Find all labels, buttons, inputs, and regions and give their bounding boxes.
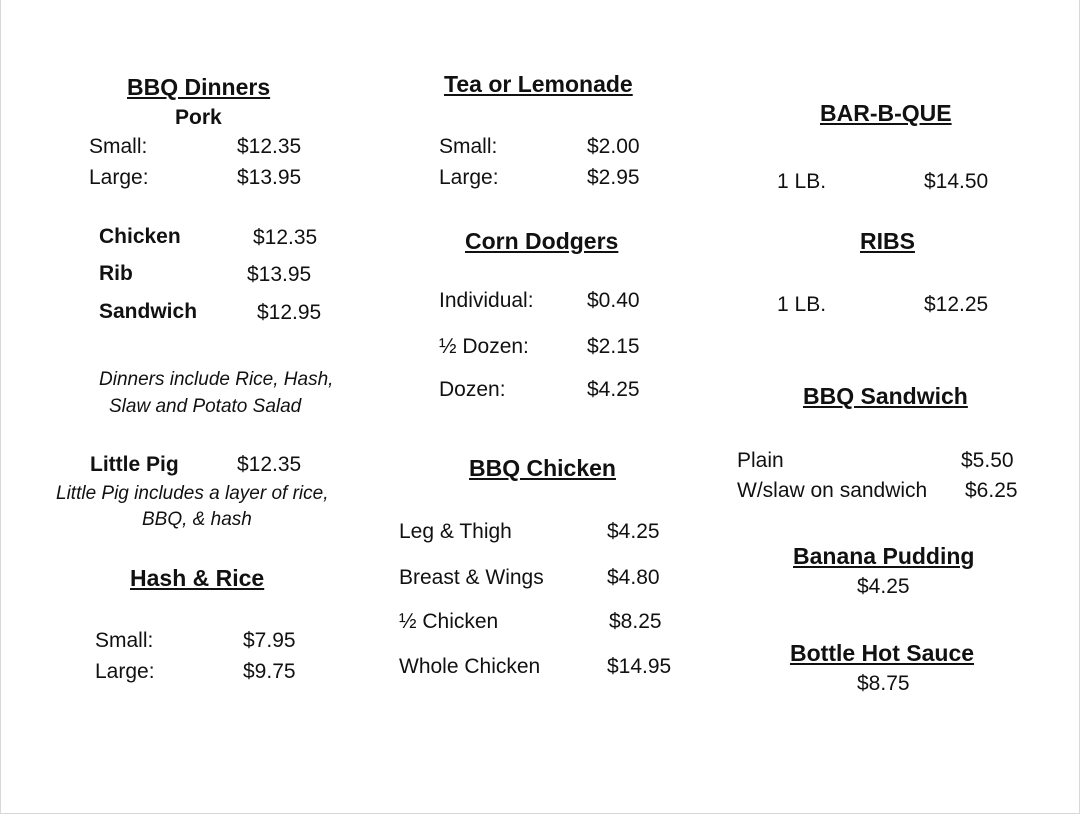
corn-half-dozen-label: ½ Dozen: (439, 335, 529, 358)
pork-large-price: $13.95 (237, 166, 302, 189)
rib-dinner-price: $13.95 (247, 263, 312, 286)
hash-rice-large-label: Large: (95, 660, 155, 683)
corn-individual-price: $0.40 (587, 289, 640, 312)
hash-rice-small-label: Small: (95, 629, 154, 652)
corn-half-dozen-price: $2.15 (587, 335, 640, 358)
sandwich-plain-price: $5.50 (961, 449, 1014, 472)
pork-small-price: $12.35 (237, 135, 302, 158)
pork-subheading: Pork (175, 106, 222, 129)
sandwich-slaw-price: $6.25 (965, 479, 1018, 502)
hash-rice-heading: Hash & Rice (130, 565, 265, 591)
bbq-dinners-heading: BBQ Dinners (127, 74, 271, 100)
tea-large-label: Large: (439, 166, 499, 189)
ribs-heading: RIBS (860, 228, 915, 254)
pork-small-label: Small: (89, 135, 148, 158)
sandwich-plain-label: Plain (737, 449, 784, 472)
bbq-sandwich-heading: BBQ Sandwich (803, 383, 968, 409)
little-pig-label: Little Pig (90, 453, 179, 476)
breast-wings-label: Breast & Wings (399, 566, 544, 589)
hash-rice-large-price: $9.75 (243, 660, 296, 683)
half-chicken-price: $8.25 (609, 610, 662, 633)
hash-rice-small-price: $7.95 (243, 629, 296, 652)
half-chicken-label: ½ Chicken (399, 610, 499, 633)
tea-heading: Tea or Lemonade (444, 71, 633, 97)
little-pig-note-line1: Little Pig includes a layer of rice, (56, 483, 329, 504)
sandwich-dinner-label: Sandwich (99, 300, 198, 323)
ribs-price: $12.25 (924, 293, 989, 316)
hot-sauce-price: $8.75 (857, 672, 910, 695)
corn-individual-label: Individual: (439, 289, 534, 312)
barbque-weight-label: 1 LB. (777, 170, 827, 193)
corn-dozen-price: $4.25 (587, 378, 640, 401)
banana-pudding-price: $4.25 (857, 575, 910, 598)
tea-large-price: $2.95 (587, 166, 640, 189)
pork-large-label: Large: (89, 166, 149, 189)
ribs-weight-label: 1 LB. (777, 293, 827, 316)
sandwich-slaw-label: W/slaw on sandwich (737, 479, 928, 502)
dinners-note-line1: Dinners include Rice, Hash, (99, 369, 334, 390)
barbque-price: $14.50 (924, 170, 989, 193)
little-pig-note-line2: BBQ, & hash (142, 509, 252, 530)
bbq-chicken-heading: BBQ Chicken (469, 455, 616, 481)
corn-dozen-label: Dozen: (439, 378, 506, 401)
leg-thigh-label: Leg & Thigh (399, 520, 512, 543)
breast-wings-price: $4.80 (607, 566, 660, 589)
barbque-heading: BAR-B-QUE (820, 100, 952, 126)
tea-small-label: Small: (439, 135, 498, 158)
rib-dinner-label: Rib (99, 262, 133, 285)
whole-chicken-label: Whole Chicken (399, 655, 541, 678)
banana-pudding-heading: Banana Pudding (793, 543, 975, 569)
little-pig-price: $12.35 (237, 453, 302, 476)
sandwich-dinner-price: $12.95 (257, 301, 322, 324)
leg-thigh-price: $4.25 (607, 520, 660, 543)
dinners-note-line2: Slaw and Potato Salad (109, 396, 302, 417)
corn-dodgers-heading: Corn Dodgers (465, 228, 619, 254)
tea-small-price: $2.00 (587, 135, 640, 158)
whole-chicken-price: $14.95 (607, 655, 672, 678)
hot-sauce-heading: Bottle Hot Sauce (790, 640, 975, 666)
chicken-dinner-label: Chicken (99, 225, 181, 248)
chicken-dinner-price: $12.35 (253, 226, 318, 249)
